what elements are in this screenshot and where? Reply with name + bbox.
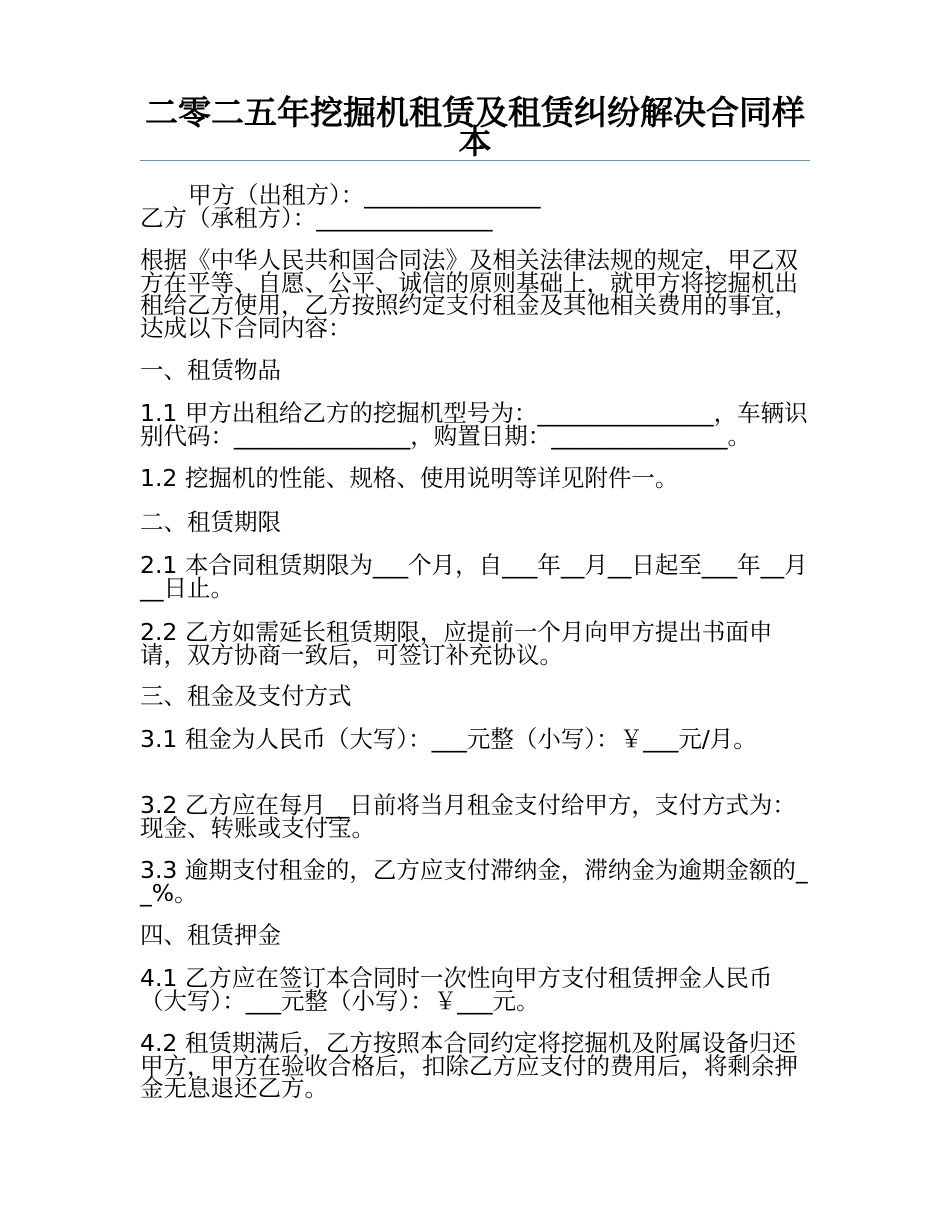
clause-4-2: 4.2 租赁期满后，乙方按照本合同约定将挖掘机及附属设备归还甲方，甲方在验收合格后，扣除乙方应支付的费用后，将剩余押金无息退还乙方。: [140, 1029, 798, 1102]
section-heading-2: 二、租赁期限: [140, 508, 281, 536]
clause-4-1: 4.1 乙方应在签订本合同时一次性向甲方支付租赁押金人民币（大写）：___元整（小写）：￥___元。: [140, 964, 773, 1015]
intro-paragraph: 根据《中华人民共和国合同法》及相关法律法规的规定，甲乙双方在平等、自愿、公平、诚信的原则基础上，就甲方将挖掘机出租给乙方使用，乙方按照约定支付租金及其他相关费用的事宜，达成以下合同内容：: [140, 246, 798, 342]
section-heading-4: 四、租赁押金: [140, 921, 281, 949]
section-heading-3: 三、租金及支付方式: [140, 682, 352, 710]
title-divider: [140, 160, 810, 161]
clause-1-2: 1.2 挖掘机的性能、规格、使用说明等详见附件一。: [140, 464, 679, 492]
clause-3-2: 3.2 乙方应在每月__日前将当月租金支付给甲方，支付方式为：现金、转账或支付宝。: [140, 791, 796, 842]
party-b-line: 乙方（承租方）：_______________: [140, 204, 493, 232]
document-title: 二零二五年挖掘机租赁及租赁纠纷解决合同样本: [145, 93, 805, 161]
party-a-line: 甲方（出租方）：_______________: [188, 181, 541, 209]
clause-1-1: 1.1 甲方出租给乙方的挖掘机型号为：_______________，车辆识别代码：_______________，购置日期：_______________。: [140, 399, 808, 450]
clause-2-2: 2.2 乙方如需延长租赁期限，应提前一个月向甲方提出书面申请，双方协商一致后，可签订补充协议。: [140, 618, 773, 669]
section-heading-1: 一、租赁物品: [140, 356, 281, 384]
clause-2-1: 2.1 本合同租赁期限为___个月，自___年__月__日起至___年__月__日止。: [140, 551, 808, 602]
clause-3-1: 3.1 租金为人民币（大写）：___元整（小写）：￥___元/月。: [140, 725, 757, 753]
clause-3-3: 3.3 逾期支付租金的，乙方应支付滞纳金，滞纳金为逾期金额的__%。: [140, 856, 808, 907]
